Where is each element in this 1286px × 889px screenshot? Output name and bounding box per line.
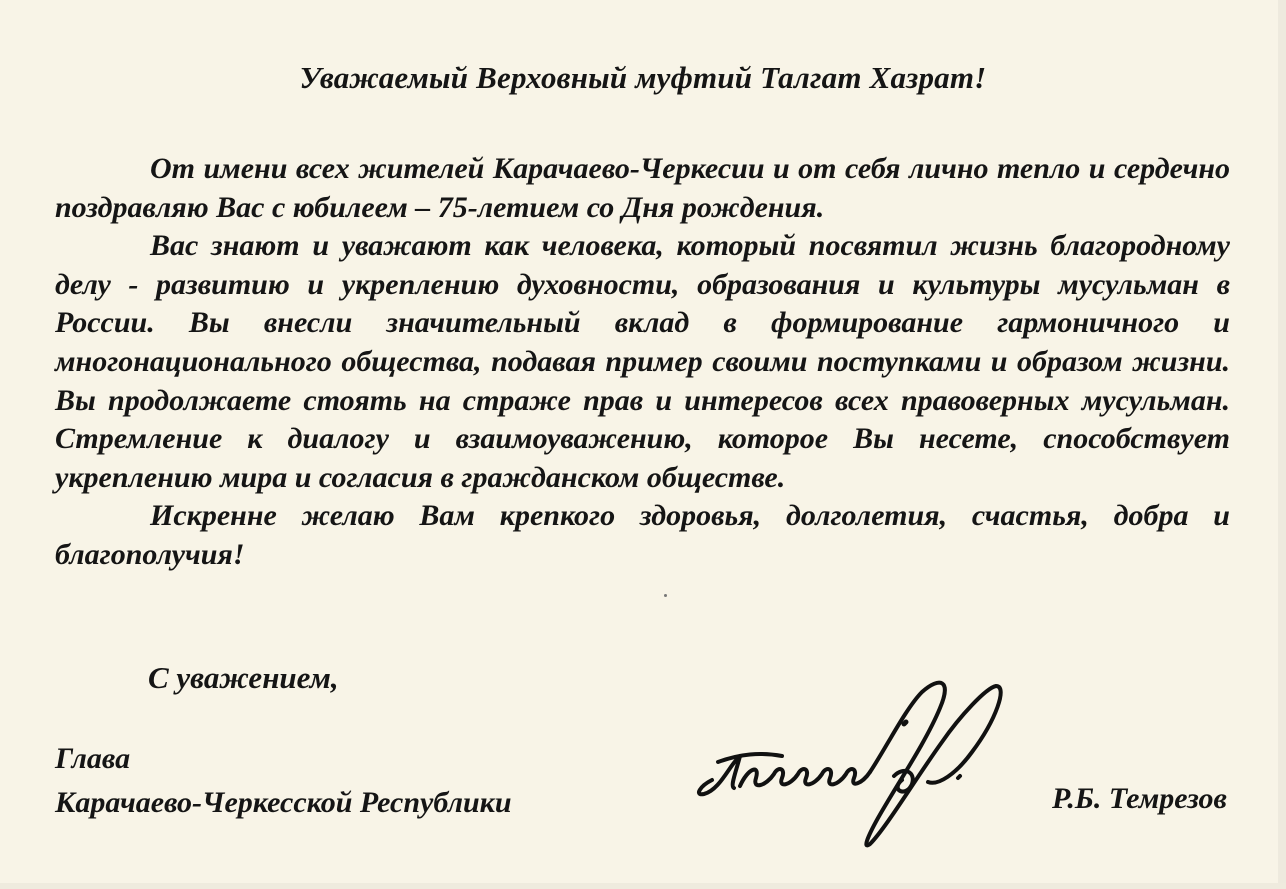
signer-name: Р.Б. Темрезов [1052,782,1227,815]
paper-speck [664,594,667,597]
signer-title [55,737,512,825]
paragraph-recognition: Вас знают и уважают как человека, который посвятил жизнь благородному делу - развитию и укреплению духовности, образования и культуры мусульман в России. Вы внесли значительный вклад в формирование гармоничного и многонационального общества, подавая пример своими поступками и образом жизни. Вы продолжаете стоять на страже прав и интересов всех правоверных мусульман. Стремление к диалогу и взаимоуважению, которое Вы несете, способствует укреплению мира и согласия в гражданском обществе. [55,229,1230,494]
paragraph-congratulation: От имени всех жителей Карачаево-Черкесии и от себя лично тепло и сердечно поздравляю Вас с юбилеем – 75-летием со Дня рождения. [55,152,1230,224]
letter-closing: С уважением, [148,660,339,695]
handwritten-signature [690,668,1020,858]
paragraph-wishes: Искренне желаю Вам крепкого здоровья, долголетия, счастья, добра и благополучия! [55,499,1230,571]
letter-body [55,150,1230,575]
signer-title-line-1: Глава [55,742,131,775]
letter-greeting: Уважаемый Верховный муфтий Талгат Хазрат! [299,60,987,95]
paper-edge-right [1278,0,1286,889]
signer-title-line-2: Карачаево-Черкесской Республики [55,786,512,819]
paper-edge-bottom [0,883,1286,889]
